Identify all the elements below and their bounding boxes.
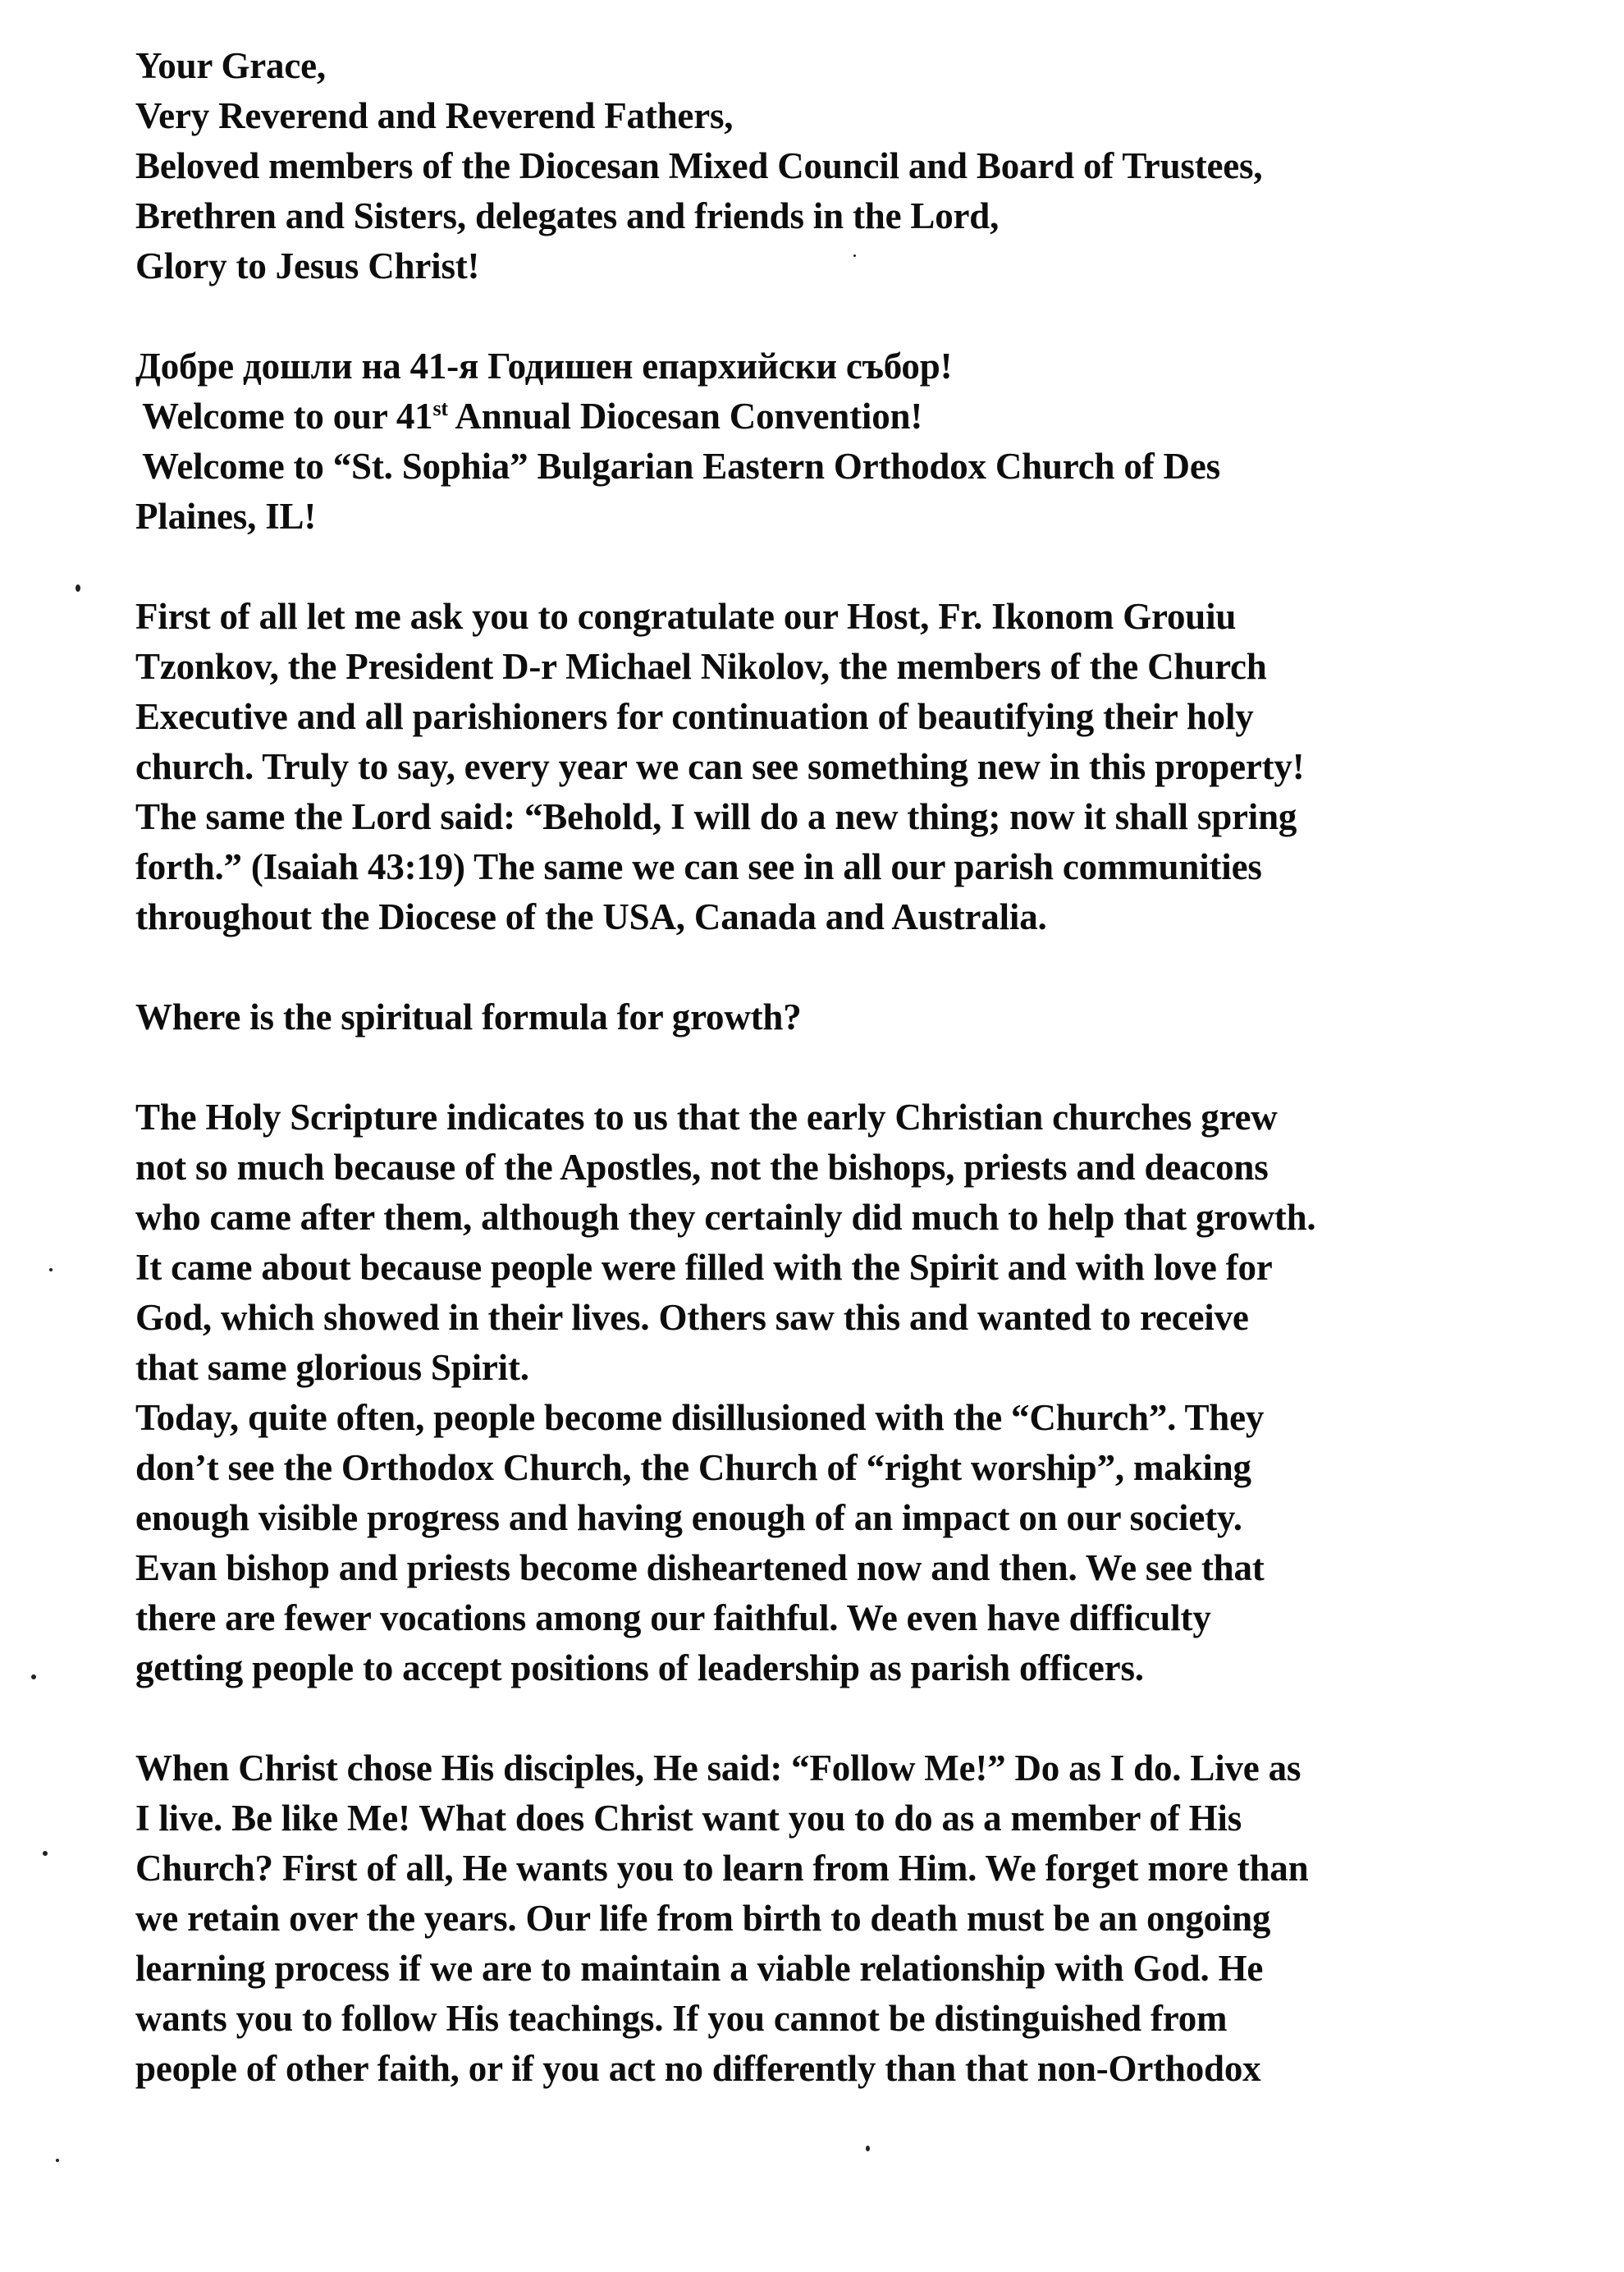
- welcome-ordinal-suffix: st: [432, 396, 448, 420]
- salutation-line: Your Grace,: [135, 45, 326, 86]
- paragraph-line: The Holy Scripture indicates to us that the early Christian churches grew: [135, 1097, 1278, 1138]
- paragraph-line: who came after them, although they certainly did much to help that growth.: [135, 1197, 1316, 1238]
- paragraph-line: Executive and all parishioners for continuation of beautifying their holy: [135, 696, 1254, 737]
- salutation-line: Very Reverend and Reverend Fathers,: [135, 95, 734, 136]
- paragraph-line: It came about because people were filled with the Spirit and with love for: [135, 1247, 1273, 1288]
- salutation-line: Beloved members of the Diocesan Mixed Council and Board of Trustees,: [135, 145, 1263, 186]
- paragraph-today: [135, 1393, 1596, 1693]
- paragraph-line: God, which showed in their lives. Others saw this and wanted to receive: [135, 1297, 1249, 1338]
- scan-speck: [31, 1674, 36, 1679]
- salutation-line: Glory to Jesus Christ!: [135, 245, 480, 286]
- salutation-line: Brethren and Sisters, delegates and friends in the Lord,: [135, 195, 1000, 236]
- welcome-bulgarian: Добре дошли на 41-я Годишен епархийски събор!: [135, 346, 953, 387]
- paragraph-line: enough visible progress and having enough of an impact on our society.: [135, 1497, 1242, 1538]
- paragraph-line: forth.” (Isaiah 43:19) The same we can see in all our parish communities: [135, 846, 1262, 887]
- question-line: Where is the spiritual formula for growth?: [135, 996, 802, 1038]
- paragraph-line: Church? First of all, He wants you to learn from Him. We forget more than: [135, 1848, 1309, 1889]
- scan-speck: [853, 254, 856, 257]
- scan-speck: [866, 2146, 870, 2151]
- paragraph-line: Evan bishop and priests become disheartened now and then. We see that: [135, 1547, 1265, 1588]
- paragraph-line: there are fewer vocations among our faithful. We even have difficulty: [135, 1597, 1211, 1638]
- paragraph-line: When Christ chose His disciples, He said: “Follow Me!” Do as I do. Live as: [135, 1748, 1301, 1789]
- paragraph-congratulations: [135, 592, 1596, 942]
- paragraph-line: throughout the Diocese of the USA, Canada and Australia.: [135, 896, 1047, 937]
- paragraph-line: getting people to accept positions of leadership as parish officers.: [135, 1647, 1144, 1688]
- paragraph-scripture: [135, 1092, 1596, 1393]
- welcome-convention: [142, 392, 1596, 442]
- scan-speck: [75, 584, 80, 592]
- welcome-convention-prefix: Welcome to our 41: [142, 396, 433, 437]
- paragraph-line: The same the Lord said: “Behold, I will do a new thing; now it shall spring: [135, 796, 1297, 837]
- paragraph-line: we retain over the years. Our life from birth to death must be an ongoing: [135, 1898, 1271, 1939]
- paragraph-line: church. Truly to say, every year we can see something new in this property!: [135, 746, 1305, 787]
- scan-speck: [49, 1268, 53, 1271]
- welcome-church-line: Welcome to “St. Sophia” Bulgarian Eastern Orthodox Church of Des: [142, 446, 1220, 487]
- welcome-church-line: Plaines, IL!: [135, 496, 317, 537]
- scan-speck: [43, 1851, 48, 1856]
- paragraph-line: First of all let me ask you to congratulate our Host, Fr. Ikonom Grouiu: [135, 596, 1237, 637]
- scan-speck: [56, 2159, 59, 2162]
- paragraph-line: Tzonkov, the President D-r Michael Nikolov, the members of the Church: [135, 646, 1267, 687]
- welcome-convention-suffix: Annual Diocesan Convention!: [447, 396, 923, 437]
- paragraph-line: don’t see the Orthodox Church, the Church of “right worship”, making: [135, 1447, 1251, 1488]
- paragraph-follow-me: [135, 1743, 1596, 2094]
- paragraph-line: that same glorious Spirit.: [135, 1347, 529, 1388]
- question-paragraph: [135, 992, 1596, 1042]
- paragraph-line: people of other faith, or if you act no differently than that non-Orthodox: [135, 2048, 1261, 2089]
- paragraph-line: wants you to follow His teachings. If you cannot be distinguished from: [135, 1998, 1228, 2039]
- paragraph-line: Today, quite often, people become disillusioned with the “Church”. They: [135, 1397, 1265, 1438]
- salutation-block: [135, 41, 1596, 291]
- paragraph-line: not so much because of the Apostles, not the bishops, priests and deacons: [135, 1147, 1269, 1188]
- paragraph-line: I live. Be like Me! What does Christ want you to do as a member of His: [135, 1798, 1242, 1839]
- paragraph-line: learning process if we are to maintain a viable relationship with God. He: [135, 1948, 1264, 1989]
- letter-body: [135, 41, 1596, 2094]
- welcome-block: [135, 341, 1596, 542]
